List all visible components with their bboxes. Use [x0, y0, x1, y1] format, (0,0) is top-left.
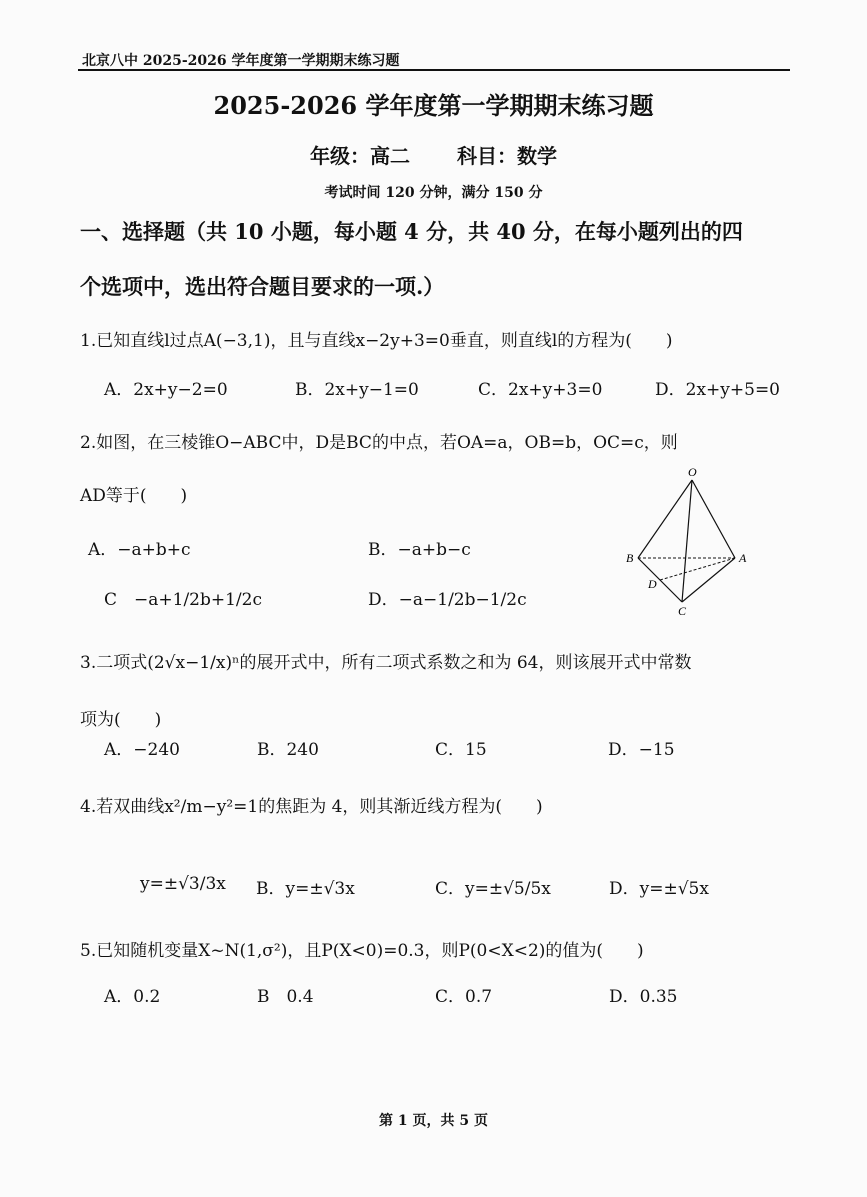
pyramid-figure — [620, 462, 760, 622]
q3-option-d: D．−15 — [608, 740, 675, 760]
q3-option-a: A．−240 — [104, 740, 180, 760]
q3-stem-continued: 项为( ) — [80, 710, 162, 730]
label-o: O — [688, 465, 697, 479]
q2-stem: 2.如图，在三棱锥O−ABC中，D是BC的中点，若OA=a，OB=b，OC=c，则 — [80, 433, 678, 453]
q2-option-a: A．−a+b+c — [88, 540, 191, 560]
q1-stem: 1.已知直线l过点A(−3,1)，且与直线x−2y+3=0垂直，则直线l的方程为( ) — [80, 331, 673, 351]
grade-label: 年级：高二 — [310, 144, 411, 168]
q4-option-a: y=±√3/3x — [140, 874, 226, 894]
q4-option-c: C．y=±√5/5x — [435, 879, 551, 899]
running-header: 北京八中 2025-2026 学年度第一学期期末练习题 — [82, 53, 400, 69]
q3-stem: 3.二项式(2√x−1/x)ⁿ的展开式中，所有二项式系数之和为 64，则该展开式中常数 — [80, 653, 692, 673]
page-footer: 第 1 页，共 5 页 — [379, 1113, 488, 1129]
exam-meta — [0, 140, 867, 169]
exam-info: 考试时间 120 分钟，满分 150 分 — [324, 185, 543, 201]
page-title: 2025-2026 学年度第一学期期末练习题 — [213, 91, 654, 120]
q1-option-b: B．2x+y−1=0 — [295, 380, 419, 400]
section-heading-line1: 一、选择题（共 10 小题，每小题 4 分，共 40 分，在每小题列出的四 — [80, 219, 743, 244]
label-d: D — [648, 577, 657, 591]
q1-option-d: D．2x+y+5=0 — [655, 380, 781, 400]
label-a: A — [739, 551, 747, 565]
segment-ad — [660, 558, 735, 580]
q2-option-d: D．−a−1/2b−1/2c — [368, 590, 527, 610]
q1-option-a: A．2x+y−2=0 — [104, 380, 228, 400]
q2-option-c: C −a+1/2b+1/2c — [104, 590, 262, 610]
q3-option-b: B．240 — [257, 740, 319, 760]
q5-option-d: D．0.35 — [609, 987, 678, 1007]
edge-ob — [638, 480, 692, 558]
header-rule — [78, 69, 790, 71]
q4-option-d: D．y=±√5x — [609, 879, 709, 899]
q5-option-a: A．0.2 — [104, 987, 161, 1007]
q2-option-b: B．−a+b−c — [368, 540, 471, 560]
edge-ac — [682, 558, 735, 602]
q4-option-b: B．y=±√3x — [256, 879, 355, 899]
q1-option-c: C．2x+y+3=0 — [478, 380, 603, 400]
q4-stem: 4.若双曲线x²/m−y²=1的焦距为 4，则其渐近线方程为( ) — [80, 797, 543, 817]
edge-oa — [692, 480, 735, 558]
edge-oc — [682, 480, 692, 602]
q5-stem: 5.已知随机变量X~N(1,σ²)，且P(X<0)=0.3，则P(0<X<2)的值为( ) — [80, 941, 644, 961]
q5-option-c: C．0.7 — [435, 987, 493, 1007]
subject-label: 科目：数学 — [456, 144, 557, 168]
label-b: B — [626, 551, 634, 565]
q3-option-c: C．15 — [435, 740, 487, 760]
q2-stem-continued: AD等于( ) — [80, 486, 188, 506]
label-c: C — [678, 604, 687, 618]
q5-option-b: B 0.4 — [257, 987, 314, 1007]
section-heading-line2: 个选项中，选出符合题目要求的一项.） — [80, 274, 445, 299]
